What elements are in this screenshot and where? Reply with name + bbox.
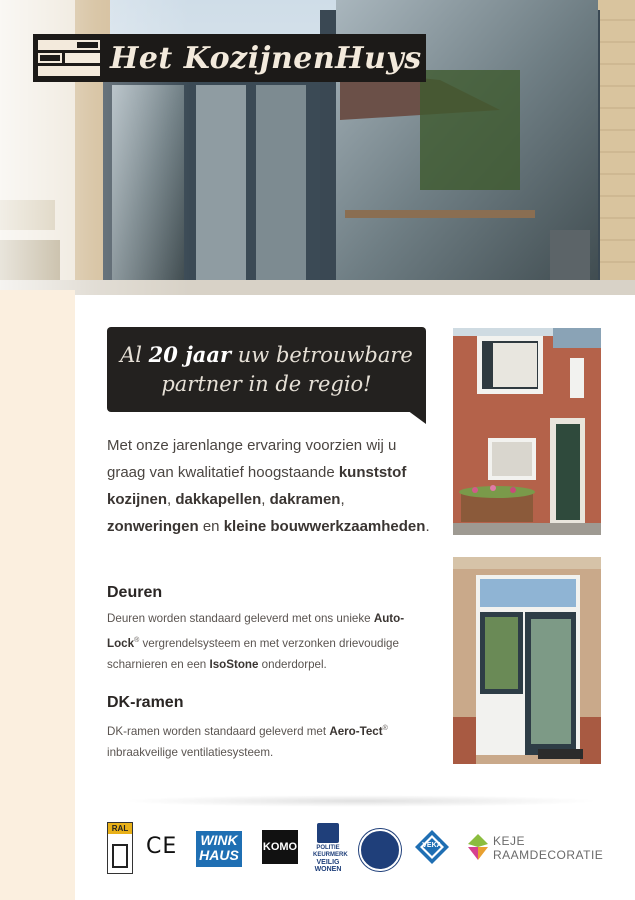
deuren-paragraph: Deuren worden standaard geleverd met ons unieke Auto-Lock® vergrendelsysteem en met verzonken drievoudige scharnieren en een IsoStone onderdorpel.	[107, 612, 405, 671]
intro-paragraph: Met onze jarenlange ervaring voorzien wij u graag van kwalitatief hoogstaande kunststof kozijnen, dakkapellen, dakramen, zonweringen en kleine bouwwerkzaamheden.	[107, 437, 430, 535]
brand-name: Het KozijnenHuys	[110, 40, 422, 76]
left-accent-strip	[0, 290, 75, 900]
ce-logo: CE	[146, 834, 178, 859]
veka-logo	[414, 829, 450, 865]
tagline-post: uw betrouwbare	[231, 343, 413, 367]
brand-mark-icon	[38, 38, 100, 78]
door-photo	[453, 557, 601, 764]
winkhaus-logo: WINK HAUS	[196, 831, 242, 867]
dkramen-heading: DK-ramen	[107, 694, 184, 711]
dkramen-paragraph: DK-ramen worden standaard geleverd met Aero-Tect® inbraakveilige ventilatiesysteem.	[107, 724, 388, 760]
veka-text: VEKA	[422, 842, 442, 849]
certification-logos	[100, 822, 610, 877]
komo-logo: KOMO	[262, 830, 298, 864]
tagline-pre: Al	[120, 343, 149, 367]
footer-divider-shadow	[120, 795, 600, 807]
brand-logo	[33, 34, 426, 82]
banner-tail	[407, 410, 426, 424]
ral-text: RAL	[108, 823, 132, 834]
keje-logo: KEJE RAAMDECORATIE	[493, 834, 604, 862]
tagline-text	[120, 340, 413, 399]
politie-keurmerk-logo: POLITIE KEURMERK VEILIG WONEN	[313, 823, 343, 873]
deuren-heading: Deuren	[107, 584, 163, 601]
keje-mark-icon	[468, 834, 488, 860]
house-photo	[453, 328, 601, 535]
tagline-banner	[107, 327, 426, 412]
seal-logo	[359, 829, 401, 871]
tagline-bold: 20 jaar	[148, 342, 232, 367]
ral-logo	[107, 822, 133, 874]
tagline-line2: partner in de regio!	[161, 372, 372, 396]
